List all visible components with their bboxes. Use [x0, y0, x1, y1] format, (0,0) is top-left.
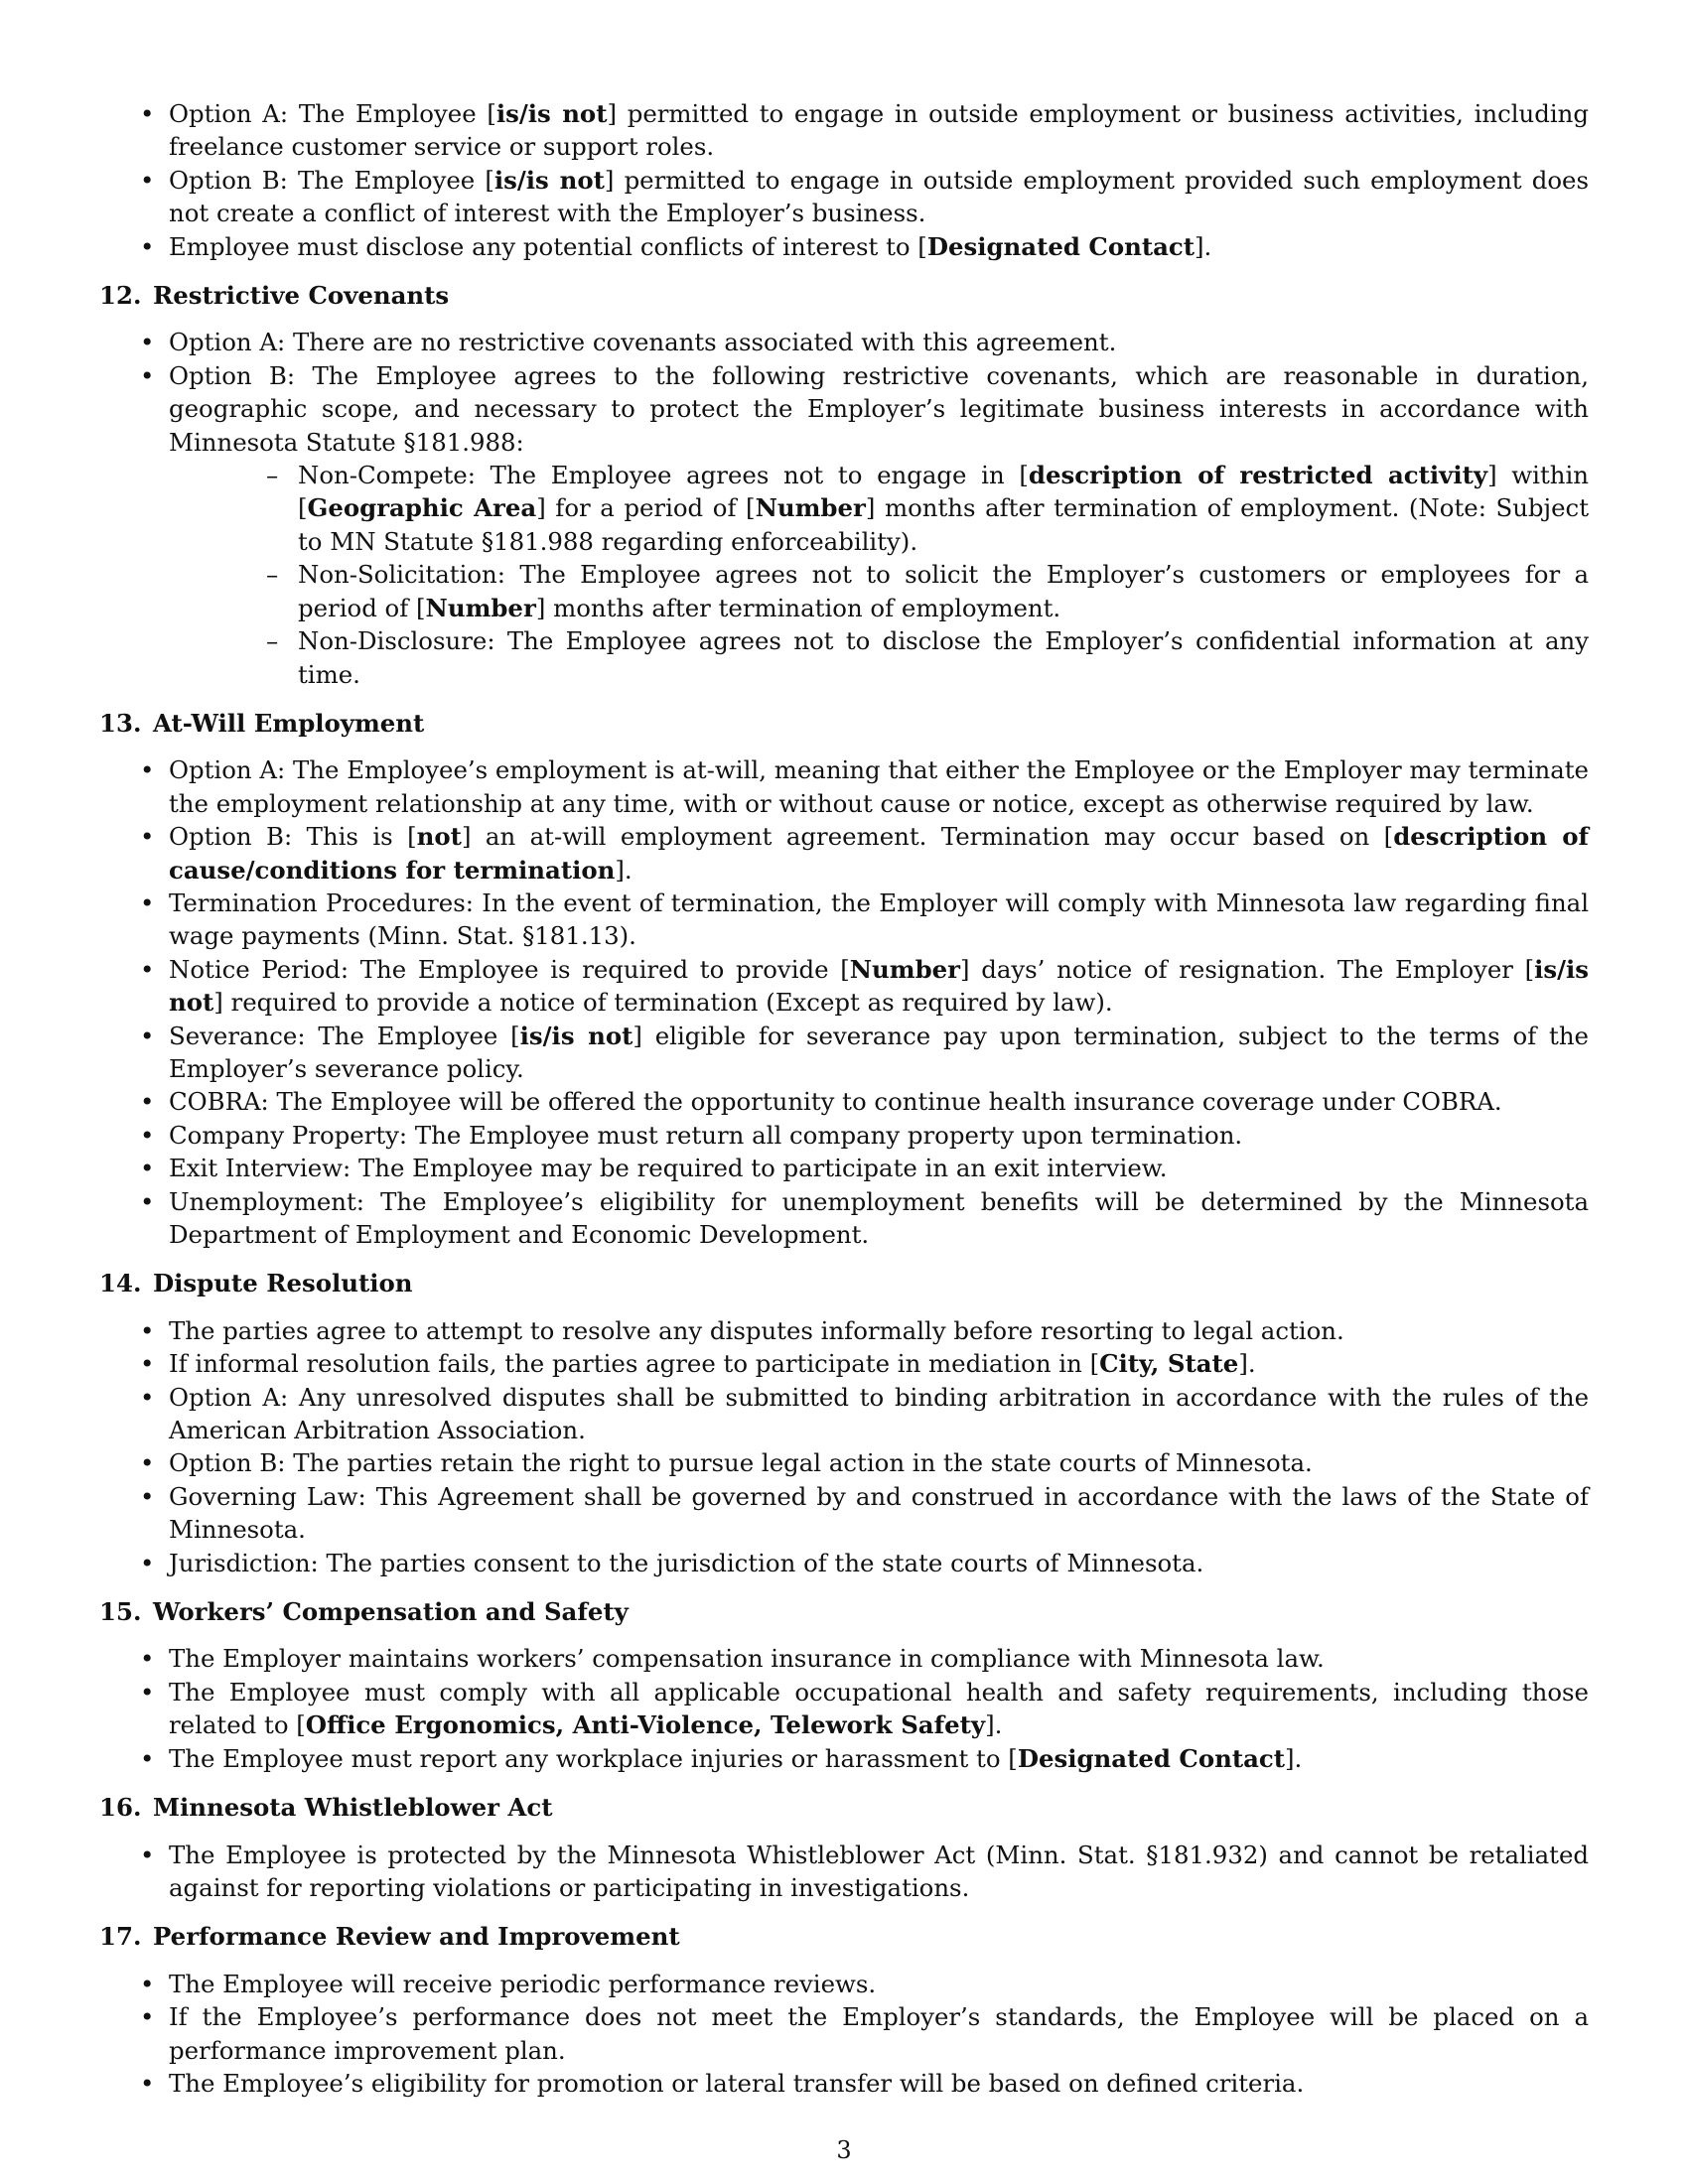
- list-item: • The Employee must report any workplace injuries or harassment to [Designated Contact].: [99, 1742, 1589, 1775]
- list-item: • The Employee will receive periodic performance reviews.: [99, 1968, 1589, 2000]
- section-heading-13: 13. At-Will Employment: [99, 708, 425, 738]
- list-item: • Governing Law: This Agreement shall be governed by and construed in accordance with the laws of the State of Minnesota.: [99, 1480, 1589, 1547]
- list-item: • Option A: Any unresolved disputes shall be submitted to binding arbitration in accordance with the rules of the American Arbitration Association.: [99, 1381, 1589, 1447]
- covenants-sublist: [169, 459, 1589, 691]
- list-item: • The parties agree to attempt to resolve any disputes informally before resorting to legal action.: [99, 1314, 1589, 1347]
- list-item: • The Employee’s eligibility for promotion or lateral transfer will be based on defined criteria.: [99, 2067, 1589, 2100]
- list-item: • The Employer maintains workers’ compensation insurance in compliance with Minnesota law.: [99, 1642, 1589, 1675]
- list-item: • Exit Interview: The Employee may be required to participate in an exit interview.: [99, 1152, 1589, 1184]
- list-item: • Option B: This is [not] an at-will employment agreement. Termination may occur based on [description of cause/conditions for termination].: [99, 820, 1589, 887]
- section-13-list: [99, 753, 1589, 1251]
- list-item: – Non-Disclosure: The Employee agrees not to disclose the Employer’s confidential information at any time.: [169, 624, 1589, 691]
- list-item: • Jurisdiction: The parties consent to the jurisdiction of the state courts of Minnesota.: [99, 1547, 1589, 1579]
- outside-employment-list: [99, 97, 1589, 263]
- list-item: • Notice Period: The Employee is required to provide [Number] days’ notice of resignation. The Employer [is/is not] required to provide a notice of termination (Except as required by law).: [99, 953, 1589, 1020]
- list-item: • Option A: There are no restrictive covenants associated with this agreement.: [99, 326, 1589, 358]
- section-14-list: [99, 1314, 1589, 1579]
- section-heading-14: 14. Dispute Resolution: [99, 1269, 413, 1298]
- list-item: • COBRA: The Employee will be offered the opportunity to continue health insurance coverage under COBRA.: [99, 1085, 1589, 1118]
- list-item: – Non-Compete: The Employee agrees not to engage in [description of restricted activity] within [Geographic Area] for a period of [Number] months after termination of employment. (Note: Subject to MN Statute §181.988 regarding enforceability).: [169, 459, 1589, 558]
- section-12-list: [99, 326, 1589, 690]
- list-item: • Employee must disclose any potential conflicts of interest to [Designated Contact].: [99, 230, 1589, 263]
- list-item: • Option A: The Employee [is/is not] permitted to engage in outside employment or business activities, including freelance customer service or support roles.: [99, 97, 1589, 164]
- section-heading-15: 15. Workers’ Compensation and Safety: [99, 1597, 629, 1627]
- page-number: 3: [836, 2136, 852, 2164]
- list-item: • The Employee is protected by the Minnesota Whistleblower Act (Minn. Stat. §181.932) and cannot be retaliated against for reporting violations or participating in investigations.: [99, 1839, 1589, 1905]
- list-item: • The Employee must comply with all applicable occupational health and safety requirements, including those related to [Office Ergonomics, Anti-Violence, Telework Safety].: [99, 1676, 1589, 1742]
- list-item: • If the Employee’s performance does not meet the Employer’s standards, the Employee will be placed on a performance improvement plan.: [99, 2000, 1589, 2067]
- document-body: [99, 97, 1589, 2100]
- list-item: • Option B: The Employee agrees to the following restrictive covenants, which are reasonable in duration, geographic scope, and necessary to protect the Employer’s legitimate business interests in accordance with Minnesota Statute §181.988: – Non-Compete: The Employee agrees not to engage in [description of restricted activity] within [Geographic Area] for a period of [Number] months after termination of employment. (Note: Subject to MN Statute §181.988 regarding enforceability). – Non-Solicitation: The Employee agrees not to solicit the Employer’s customers or employees for a period of [Number] months after termination of employment. – Non-Disclosure: The Employee agrees not to disclose the Employer’s confidential information at any time.: [99, 359, 1589, 691]
- list-item: • If informal resolution fails, the parties agree to participate in mediation in [City, State].: [99, 1347, 1589, 1380]
- section-16-list: [99, 1839, 1589, 1905]
- list-item: – Non-Solicitation: The Employee agrees not to solicit the Employer’s customers or employees for a period of [Number] months after termination of employment.: [169, 558, 1589, 624]
- list-item: • Unemployment: The Employee’s eligibility for unemployment benefits will be determined by the Minnesota Department of Employment and Economic Development.: [99, 1185, 1589, 1252]
- list-item: • Termination Procedures: In the event of termination, the Employer will comply with Minnesota law regarding final wage payments (Minn. Stat. §181.13).: [99, 887, 1589, 953]
- section-15-list: [99, 1642, 1589, 1775]
- list-item: • Option B: The parties retain the right to pursue legal action in the state courts of Minnesota.: [99, 1446, 1589, 1479]
- list-item: • Option B: The Employee [is/is not] permitted to engage in outside employment provided such employment does not create a conflict of interest with the Employer’s business.: [99, 164, 1589, 230]
- section-heading-17: 17. Performance Review and Improvement: [99, 1922, 680, 1952]
- list-item: • Option A: The Employee’s employment is at-will, meaning that either the Employee or the Employer may terminate the employment relationship at any time, with or without cause or notice, except as otherwise required by law.: [99, 753, 1589, 820]
- list-item: • Company Property: The Employee must return all company property upon termination.: [99, 1119, 1589, 1152]
- list-item: • Severance: The Employee [is/is not] eligible for severance pay upon termination, subject to the terms of the Employer’s severance policy.: [99, 1020, 1589, 1086]
- section-17-list: [99, 1968, 1589, 2101]
- section-heading-12: 12. Restrictive Covenants: [99, 281, 450, 311]
- section-heading-16: 16. Minnesota Whistleblower Act: [99, 1793, 553, 1823]
